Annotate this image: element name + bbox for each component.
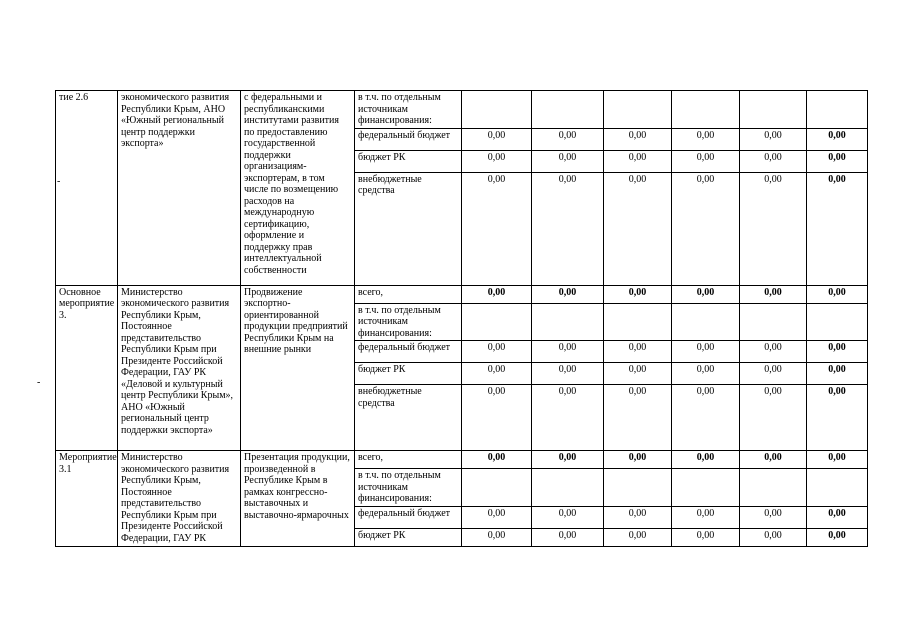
value-cell: 0,00 bbox=[740, 506, 807, 528]
row-name: с федеральными и республиканскими институтами развития по предоставлению государственной поддержки организациям-экспортерам, в том числе по возмещению расходов на международную сертификацию, оформление и поддержку прав интеллектуальной собственности bbox=[241, 91, 355, 286]
row-executor: Министерство экономического развития Республики Крым, Постоянное представительство Республики Крым при Президенте Российской Федерации, ГАУ РК bbox=[118, 451, 241, 547]
value-cell bbox=[672, 469, 740, 507]
funding-source: федеральный бюджет bbox=[355, 506, 462, 528]
funding-source: внебюджетные средства bbox=[355, 385, 462, 451]
value-cell bbox=[604, 303, 672, 341]
value-cell: 0,00 bbox=[532, 341, 604, 363]
value-cell: 0,00 bbox=[672, 528, 740, 546]
value-cell: 0,00 bbox=[462, 451, 532, 469]
value-cell: 0,00 bbox=[604, 363, 672, 385]
value-cell: 0,00 bbox=[604, 341, 672, 363]
table-row bbox=[56, 451, 868, 469]
value-cell: 0,00 bbox=[532, 150, 604, 172]
funding-source: бюджет РК bbox=[355, 363, 462, 385]
value-cell: 0,00 bbox=[740, 341, 807, 363]
value-cell: 0,00 bbox=[462, 341, 532, 363]
value-cell bbox=[532, 303, 604, 341]
value-cell: 0,00 bbox=[807, 506, 868, 528]
value-cell: 0,00 bbox=[740, 150, 807, 172]
value-cell: 0,00 bbox=[740, 363, 807, 385]
row-code: Основное мероприятие 3. bbox=[56, 285, 118, 451]
row-code: Мероприятие 3.1 bbox=[56, 451, 118, 547]
value-cell: 0,00 bbox=[672, 150, 740, 172]
value-cell: 0,00 bbox=[604, 385, 672, 451]
stray-mark: - bbox=[37, 377, 41, 388]
value-cell: 0,00 bbox=[807, 341, 868, 363]
value-cell: 0,00 bbox=[462, 506, 532, 528]
funding-source: внебюджетные средства bbox=[355, 172, 462, 285]
value-cell: 0,00 bbox=[807, 528, 868, 546]
value-cell: 0,00 bbox=[740, 285, 807, 303]
row-code: тие 2.6 bbox=[56, 91, 118, 286]
funding-source: бюджет РК bbox=[355, 150, 462, 172]
value-cell: 0,00 bbox=[532, 285, 604, 303]
value-cell: 0,00 bbox=[807, 363, 868, 385]
value-cell: 0,00 bbox=[532, 385, 604, 451]
value-cell: 0,00 bbox=[740, 451, 807, 469]
value-cell: 0,00 bbox=[462, 385, 532, 451]
value-cell bbox=[532, 91, 604, 129]
value-cell: 0,00 bbox=[807, 385, 868, 451]
value-cell bbox=[672, 91, 740, 129]
row-name: Продвижение экспортно-ориентированной продукции предприятий Республики Крым на внешние рынки bbox=[241, 285, 355, 451]
value-cell bbox=[740, 469, 807, 507]
funding-source: в т.ч. по отдельным источникам финансирования: bbox=[355, 469, 462, 507]
value-cell bbox=[672, 303, 740, 341]
value-cell bbox=[604, 469, 672, 507]
value-cell: 0,00 bbox=[672, 506, 740, 528]
value-cell: 0,00 bbox=[532, 451, 604, 469]
value-cell: 0,00 bbox=[740, 128, 807, 150]
value-cell: 0,00 bbox=[672, 451, 740, 469]
value-cell: 0,00 bbox=[604, 285, 672, 303]
value-cell: 0,00 bbox=[604, 451, 672, 469]
value-cell bbox=[462, 469, 532, 507]
value-cell: 0,00 bbox=[740, 528, 807, 546]
value-cell: 0,00 bbox=[532, 363, 604, 385]
value-cell bbox=[604, 91, 672, 129]
value-cell bbox=[532, 469, 604, 507]
financing-table bbox=[55, 90, 868, 547]
value-cell: 0,00 bbox=[672, 172, 740, 285]
value-cell bbox=[740, 303, 807, 341]
value-cell: 0,00 bbox=[807, 128, 868, 150]
funding-source: федеральный бюджет bbox=[355, 128, 462, 150]
table-row bbox=[56, 91, 868, 129]
value-cell: 0,00 bbox=[740, 385, 807, 451]
value-cell bbox=[462, 303, 532, 341]
funding-source: в т.ч. по отдельным источникам финансирования: bbox=[355, 303, 462, 341]
table-row bbox=[56, 285, 868, 303]
value-cell: 0,00 bbox=[462, 363, 532, 385]
stray-mark: - bbox=[57, 176, 61, 187]
value-cell: 0,00 bbox=[532, 128, 604, 150]
value-cell bbox=[807, 303, 868, 341]
value-cell: 0,00 bbox=[807, 451, 868, 469]
value-cell: 0,00 bbox=[462, 172, 532, 285]
value-cell: 0,00 bbox=[672, 128, 740, 150]
funding-source: в т.ч. по отдельным источникам финансирования: bbox=[355, 91, 462, 129]
value-cell: 0,00 bbox=[462, 528, 532, 546]
value-cell: 0,00 bbox=[462, 150, 532, 172]
value-cell: 0,00 bbox=[672, 385, 740, 451]
value-cell bbox=[462, 91, 532, 129]
row-executor: Министерство экономического развития Республики Крым, Постоянное представительство Республики Крым при Президенте Российской Федерации, ГАУ РК «Деловой и культурный центр Республики Крым», АНО «Южный региональный центр поддержки экспорта» bbox=[118, 285, 241, 451]
row-name: Презентация продукции, произведенной в Республике Крым в рамках конгрессно-выставочных и выставочно-ярмарочных bbox=[241, 451, 355, 547]
value-cell: 0,00 bbox=[740, 172, 807, 285]
value-cell: 0,00 bbox=[604, 150, 672, 172]
value-cell: 0,00 bbox=[462, 128, 532, 150]
value-cell: 0,00 bbox=[604, 506, 672, 528]
value-cell: 0,00 bbox=[532, 172, 604, 285]
value-cell: 0,00 bbox=[672, 341, 740, 363]
value-cell bbox=[807, 469, 868, 507]
value-cell: 0,00 bbox=[532, 506, 604, 528]
funding-source: всего, bbox=[355, 285, 462, 303]
value-cell: 0,00 bbox=[604, 172, 672, 285]
value-cell: 0,00 bbox=[807, 150, 868, 172]
value-cell: 0,00 bbox=[462, 285, 532, 303]
value-cell: 0,00 bbox=[672, 285, 740, 303]
value-cell bbox=[740, 91, 807, 129]
value-cell: 0,00 bbox=[604, 128, 672, 150]
funding-source: всего, bbox=[355, 451, 462, 469]
value-cell: 0,00 bbox=[532, 528, 604, 546]
value-cell: 0,00 bbox=[604, 528, 672, 546]
value-cell bbox=[807, 91, 868, 129]
funding-source: федеральный бюджет bbox=[355, 341, 462, 363]
row-executor: экономического развития Республики Крым, АНО «Южный региональный центр поддержки экспорта» bbox=[118, 91, 241, 286]
table-body bbox=[56, 91, 868, 547]
value-cell: 0,00 bbox=[672, 363, 740, 385]
value-cell: 0,00 bbox=[807, 172, 868, 285]
funding-source: бюджет РК bbox=[355, 528, 462, 546]
value-cell: 0,00 bbox=[807, 285, 868, 303]
